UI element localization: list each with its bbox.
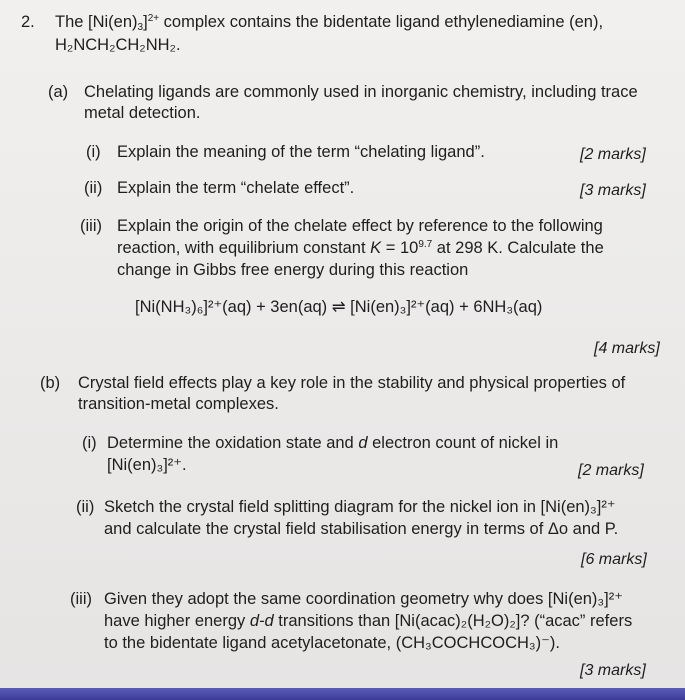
part-b-text-line1: Crystal field effects play a key role in the stability and physical properties of [78, 374, 626, 392]
part-b-label: (b) [40, 374, 61, 392]
part-a-text-line2: metal detection. [84, 104, 201, 122]
part-a-iii-line1: Explain the origin of the chelate effect by reference to the following [117, 217, 603, 235]
part-b-ii-line1: Sketch the crystal field splitting diagram for the nickel ion in [Ni(en)₃]²⁺ [104, 498, 616, 516]
ligand-formula: H₂NCH₂CH₂NH₂. [55, 36, 181, 54]
part-b-i-marks: [2 marks] [578, 462, 644, 479]
part-b-iii-line3: to the bidentate ligand acetylacetonate, (CH₃COCHCOCH₃)⁻). [104, 634, 560, 652]
part-a-text-line1: Chelating ligands are commonly used in inorganic chemistry, including trace [84, 83, 638, 101]
bottom-edge-strip [0, 688, 685, 700]
part-a-i-marks: [2 marks] [580, 146, 646, 163]
part-b-ii-line2: and calculate the crystal field stabilisation energy in terms of Δo and P. [104, 520, 619, 538]
part-b-iii-marks: [3 marks] [580, 662, 646, 679]
part-a-ii-marks: [3 marks] [580, 182, 646, 199]
part-a-iii-label: (iii) [80, 217, 102, 235]
part-b-i-line2: [Ni(en)₃]²⁺. [107, 456, 187, 474]
part-b-text-line2: transition-metal complexes. [78, 395, 279, 413]
part-a-iii-line3: change in Gibbs free energy during this reaction [117, 261, 469, 279]
part-a-label: (a) [48, 83, 69, 101]
part-a-ii-text: Explain the term “chelate effect”. [117, 179, 355, 197]
part-b-i-label: (i) [82, 434, 97, 452]
part-a-i-label: (i) [86, 143, 101, 161]
part-a-ii-label: (ii) [84, 179, 103, 197]
part-b-i-line1: Determine the oxidation state and d electron count of nickel in [107, 434, 559, 452]
part-b-ii-label: (ii) [76, 498, 95, 516]
question-intro: The $[Ni(en)_3]^{2+}$ complex contains the bidentate ligand ethylenediamine (en), [55, 13, 604, 33]
question-number: 2. [21, 13, 35, 31]
reaction-equation: [Ni(NH₃)₆]²⁺(aq) + 3en(aq) ⇌ [Ni(en)₃]²⁺(aq) + 6NH₃(aq) [135, 298, 543, 316]
part-a-iii-line2: reaction, with equilibrium constant $K = 10^{9.7}$ at 298 K. Calculate the [117, 239, 604, 257]
part-a-i-text: Explain the meaning of the term “chelating ligand”. [117, 143, 485, 161]
part-b-iii-line1: Given they adopt the same coordination geometry why does [Ni(en)₃]²⁺ [104, 590, 623, 608]
part-b-iii-line2: have higher energy d-d transitions than [Ni(acac)₂(H₂O)₂]? (“acac” refers [104, 612, 633, 630]
part-b-ii-marks: [6 marks] [581, 551, 647, 568]
part-b-iii-label: (iii) [70, 590, 92, 608]
part-a-iii-marks: [4 marks] [594, 340, 660, 357]
